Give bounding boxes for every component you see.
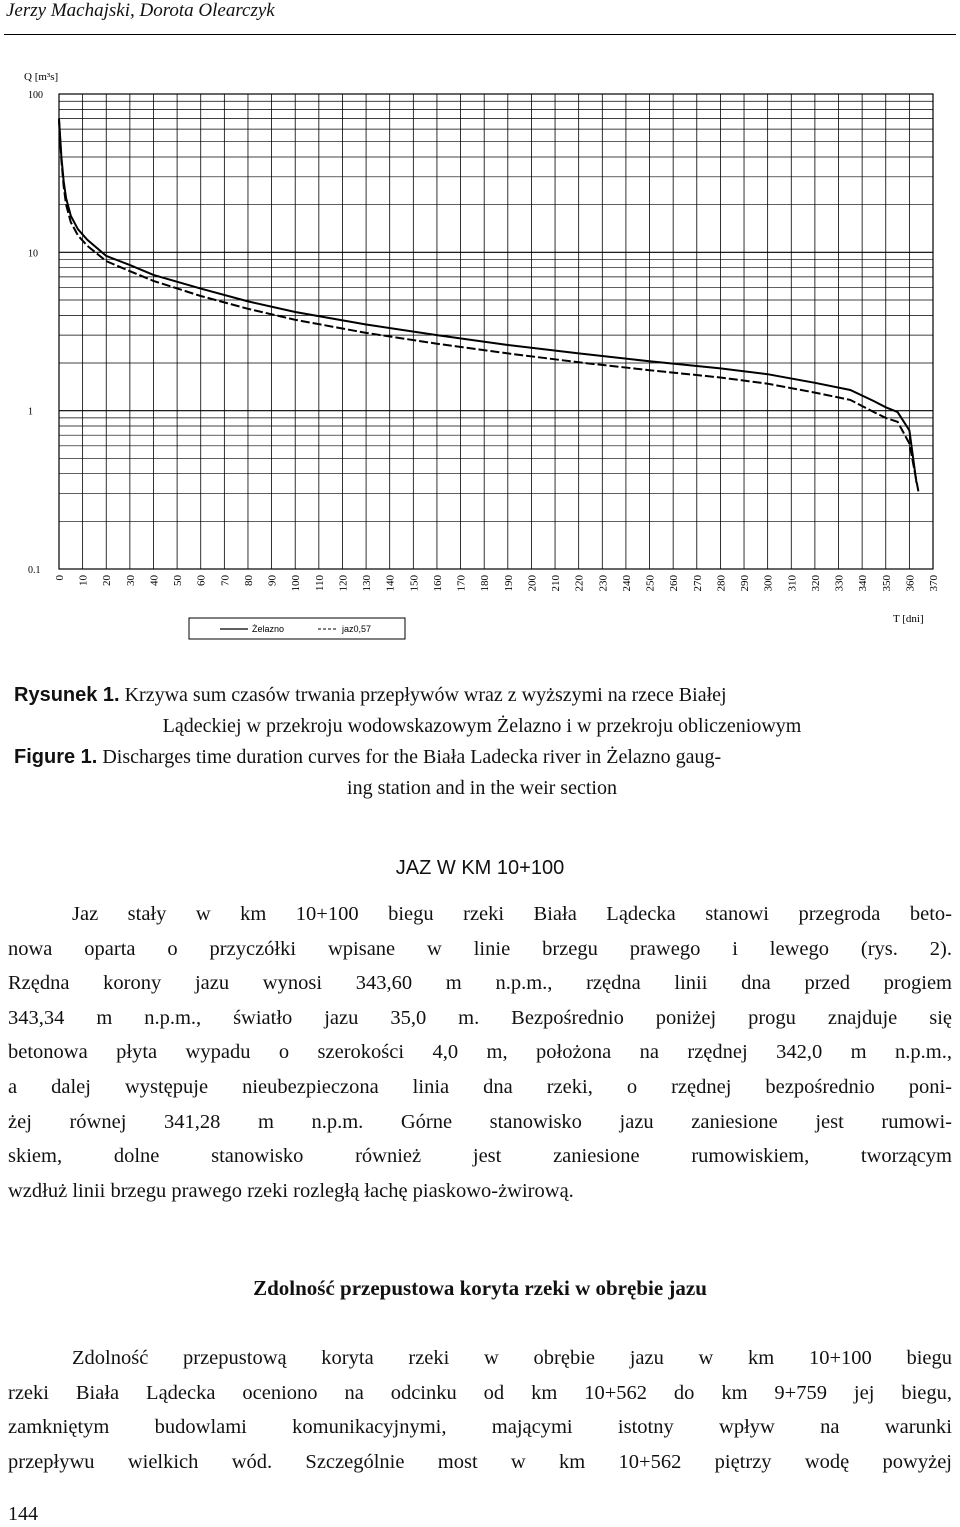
paragraph-line: 343,34 m n.p.m., światło jazu 35,0 m. Bezpośrednio poniżej progu znajduje się bbox=[8, 1006, 952, 1029]
x-tick-label: 300 bbox=[762, 575, 775, 592]
x-tick-label: 110 bbox=[313, 575, 326, 592]
x-tick-label: 370 bbox=[928, 575, 940, 592]
x-tick-label: 40 bbox=[148, 575, 161, 586]
y-axis-label: Q [m³s] bbox=[24, 71, 59, 83]
section-title-jaz: JAZ W KM 10+100 bbox=[395, 857, 565, 879]
paragraph-line: rzeki Biała Lądecka oceniono na odcinku od km 10+562 do km 9+759 jej biegu, bbox=[8, 1381, 952, 1404]
x-tick-label: 200 bbox=[526, 575, 539, 592]
legend-label-zelazno: Żelazno bbox=[252, 624, 285, 634]
duration-curve-chart bbox=[0, 40, 960, 660]
y-tick-label: 10 bbox=[28, 248, 38, 260]
x-tick-label: 360 bbox=[904, 575, 917, 592]
x-tick-label: 280 bbox=[715, 575, 728, 592]
x-tick-label: 30 bbox=[124, 575, 137, 586]
paragraph-line: a dalej występuje nieubezpieczona linia dna rzeki, o rzędnej bezpośrednio poni- bbox=[8, 1075, 952, 1098]
x-tick-label: 130 bbox=[361, 575, 374, 592]
x-tick-label: 80 bbox=[242, 575, 255, 586]
paragraph-line: Rzędna korony jazu wynosi 343,60 m n.p.m., rzędna linii dna przed progiem bbox=[8, 972, 952, 995]
x-tick-label: 60 bbox=[195, 575, 208, 586]
x-tick-label: 10 bbox=[77, 575, 90, 586]
x-tick-label: 160 bbox=[431, 575, 444, 592]
plot-frame bbox=[59, 94, 933, 569]
paragraph-capacity bbox=[8, 1341, 952, 1479]
x-tick-label: 100 bbox=[290, 575, 303, 592]
paragraph-line: Zdolność przepustową koryta rzeki w obrębie jazu w km 10+100 biegu bbox=[72, 1347, 952, 1369]
x-tick-label: 320 bbox=[809, 575, 822, 592]
x-tick-label: 70 bbox=[219, 575, 232, 586]
caption-en-label: Figure 1. bbox=[14, 746, 98, 768]
paragraph-line: betonowa płyta wypadu o szerokości 4,0 m, położona na rzędnej 342,0 m n.p.m., bbox=[8, 1041, 952, 1064]
caption-pl-text-2: Lądeckiej w przekroju wodowskazowym Żelazno i w przekroju obliczeniowym bbox=[162, 715, 802, 737]
x-tick-label: 240 bbox=[620, 575, 633, 592]
x-tick-label: 50 bbox=[172, 575, 185, 586]
x-tick-label: 210 bbox=[550, 575, 563, 592]
paragraph-line: żej równej 341,28 m n.p.m. Górne stanowisko jazu zaniesione jest rumowi- bbox=[8, 1110, 952, 1133]
x-tick-label: 230 bbox=[597, 575, 610, 592]
x-tick-label: 290 bbox=[739, 575, 752, 592]
paragraph-line: wzdłuż linii brzegu prawego rzeki rozległą łachę piaskowo-żwirową. bbox=[8, 1179, 574, 1202]
figure-caption bbox=[14, 680, 950, 804]
running-head: Jerzy Machajski, Dorota Olearczyk bbox=[6, 0, 275, 21]
x-tick-label: 120 bbox=[337, 575, 350, 592]
x-axis-label: T [dni] bbox=[893, 613, 924, 625]
x-tick-label: 140 bbox=[384, 575, 397, 592]
paragraph-line: skiem, dolne stanowisko również jest zaniesione rumowiskiem, tworzącym bbox=[8, 1145, 952, 1168]
x-tick-label: 330 bbox=[833, 575, 846, 592]
paragraph-line: zamkniętym budowlami komunikacyjnymi, mającymi istotny wpływ na warunki bbox=[8, 1416, 952, 1439]
y-tick-label: 0.1 bbox=[28, 565, 41, 576]
x-tick-label: 190 bbox=[502, 575, 515, 592]
x-tick-label: 340 bbox=[857, 575, 870, 592]
x-tick-label: 150 bbox=[408, 575, 421, 592]
caption-pl-text: Krzywa sum czasów trwania przepływów wraz z wyższymi na rzece Białej bbox=[119, 684, 727, 706]
x-tick-label: 90 bbox=[266, 575, 279, 586]
caption-pl-label: Rysunek 1. bbox=[14, 684, 120, 706]
paragraph-line: przepływu wielkich wód. Szczególnie most w km 10+562 piętrzy wodę powyżej bbox=[8, 1450, 952, 1473]
section-title-capacity: Zdolność przepustowa koryta rzeki w obrębie jazu bbox=[253, 1276, 707, 1300]
caption-en-text-2: ing station and in the weir section bbox=[347, 777, 617, 799]
page-number: 144 bbox=[8, 1503, 38, 1525]
x-tick-label: 170 bbox=[455, 575, 468, 592]
y-tick-label: 1 bbox=[28, 406, 33, 418]
x-tick-label: 350 bbox=[880, 575, 893, 592]
y-tick-label: 100 bbox=[28, 90, 43, 101]
x-tick-label: 220 bbox=[573, 575, 586, 592]
x-tick-label: 310 bbox=[786, 575, 799, 592]
x-tick-label: 250 bbox=[644, 575, 657, 592]
figure bbox=[0, 40, 960, 660]
x-tick-label: 270 bbox=[691, 575, 704, 592]
caption-en-text: Discharges time duration curves for the Biała Ladecka river in Żelazno gaug- bbox=[97, 746, 722, 768]
x-tick-label: 180 bbox=[479, 575, 492, 592]
header-rule bbox=[4, 34, 956, 35]
paragraph-jaz bbox=[8, 897, 952, 1208]
legend bbox=[189, 618, 405, 639]
series-line-zelazno bbox=[59, 119, 917, 483]
paragraph-line: nowa oparta o przyczółki wpisane w linie brzegu prawego i lewego (rys. 2). bbox=[8, 937, 952, 960]
paragraph-line: Jaz stały w km 10+100 biegu rzeki Biała Lądecka stanowi przegroda beto- bbox=[72, 903, 952, 925]
legend-label-jaz: jaz0,57 bbox=[342, 624, 372, 634]
x-tick-label: 260 bbox=[668, 575, 681, 592]
x-tick-label: 20 bbox=[101, 575, 114, 586]
x-tick-label: 0 bbox=[54, 575, 66, 581]
